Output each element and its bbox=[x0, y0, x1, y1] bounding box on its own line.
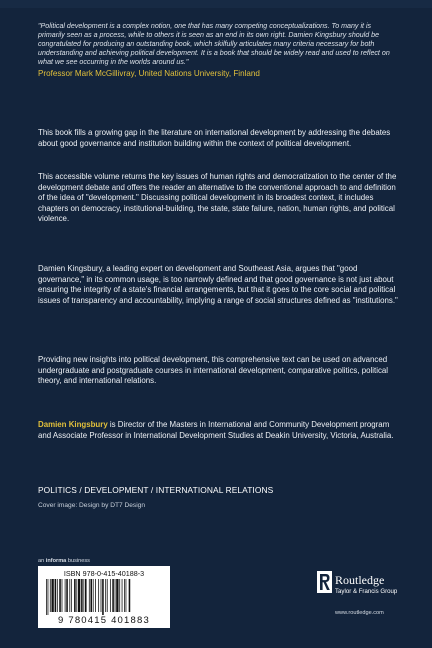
blurb-paragraph-3 bbox=[38, 264, 400, 306]
blurb-paragraph-1 bbox=[38, 128, 400, 149]
barcode-bar bbox=[62, 579, 63, 612]
paragraph-text: This accessible volume returns the key issues of human rights and democratization to the center of the development debate and offers the reader an alternative to the conventional approach to and definition of the idea of "development." Discussing political development in its broadest context, it includes chapters on democracy, institutional-building, the state, state failure, nation, human rights, and political violence. bbox=[38, 172, 397, 224]
barcode-bar bbox=[110, 579, 111, 612]
barcode-bar bbox=[59, 579, 61, 612]
top-stripe bbox=[0, 0, 432, 8]
author-bio-text bbox=[38, 420, 400, 441]
paragraph-text: Providing new insights into political development, this comprehensive text can be used on advanced undergraduate and postgraduate courses in international development, comparative politics, political theory, and international relations. bbox=[38, 355, 389, 386]
barcode-bar bbox=[46, 579, 47, 615]
isbn-digits: 9 780415 401883 bbox=[58, 615, 150, 626]
isbn-label: ISBN 978-0-415-40188-3 bbox=[63, 569, 145, 578]
publisher-url: www.routledge.com bbox=[335, 610, 384, 616]
barcode-bar bbox=[119, 579, 120, 612]
barcode-bar bbox=[90, 579, 92, 612]
paragraph-text: This book fills a growing gap in the literature on international development by addressing the debates about good governance and institution building within the context of political development. bbox=[38, 128, 391, 148]
informa-brand: informa bbox=[45, 558, 67, 564]
barcode-bar bbox=[93, 579, 94, 612]
blurb-paragraph-4 bbox=[38, 355, 400, 387]
endorsement-attribution: Professor Mark McGillivray, United Nations University, Finland bbox=[38, 68, 260, 78]
barcode-bar bbox=[105, 579, 106, 612]
publisher-name: Routledge bbox=[335, 573, 385, 587]
barcode-bar bbox=[112, 579, 114, 612]
subject-categories: POLITICS / DEVELOPMENT / INTERNATIONAL RELATIONS bbox=[38, 485, 274, 495]
barcode-bar bbox=[116, 579, 118, 612]
barcode-bar bbox=[78, 579, 80, 612]
isbn-barcode bbox=[38, 566, 170, 628]
informa-prefix: an bbox=[38, 558, 46, 564]
cover-credit: Cover image: Design by DT7 Design bbox=[38, 502, 146, 509]
barcode-bar bbox=[51, 579, 53, 612]
endorsement-quote: "Political development is a complex notion, one that has many competing conceptualizations. To many it is primarily seen as a process, while to others it is seen as an end in its own right. Damien Kingsbury should be congratulated for producing an outstanding book, which skilfully articulates many criteria necessary for both understanding and achieving political development. It is a book that should be widely read and used to reflect on what we see occurring in the worlds around us." bbox=[38, 22, 390, 66]
paragraph-text: Damien Kingsbury, a leading expert on development and Southeast Asia, argues that "good governance," in its common usage, is too narrowly defined and that good governance is not just about ensuring the integrity of a state's financial arrangements, but that it goes to the core social and political issues of transparency and accountability, implying a range of social structures defined as "institutions." bbox=[38, 264, 398, 305]
barcode-bar bbox=[71, 579, 72, 612]
barcode-graphic bbox=[44, 579, 164, 615]
barcode-bar bbox=[69, 579, 70, 612]
barcode-bar bbox=[85, 579, 87, 612]
barcode-bar bbox=[81, 579, 83, 612]
barcode-bar bbox=[48, 579, 49, 615]
barcode-bar bbox=[115, 579, 116, 612]
barcode-bar bbox=[95, 579, 96, 612]
informa-business-line bbox=[38, 558, 90, 564]
author-bio bbox=[38, 420, 400, 441]
barcode-bar bbox=[74, 579, 76, 612]
barcode-bar bbox=[76, 579, 77, 612]
publisher-block bbox=[317, 570, 417, 622]
barcode-bar bbox=[83, 579, 84, 612]
barcode-bar bbox=[129, 579, 131, 612]
barcode-bar bbox=[102, 579, 104, 615]
barcode-bar bbox=[89, 579, 90, 612]
barcode-bar bbox=[107, 579, 108, 612]
endorsement bbox=[38, 22, 398, 79]
publisher-subtitle: Taylor & Francis Group bbox=[335, 588, 398, 595]
barcode-bar bbox=[98, 579, 99, 612]
blurb-paragraph-2 bbox=[38, 172, 400, 225]
barcode-bar bbox=[50, 579, 51, 612]
barcode-bar bbox=[66, 579, 68, 612]
barcode-bar bbox=[65, 579, 66, 612]
barcode-bar bbox=[101, 579, 102, 612]
barcode-bar bbox=[124, 579, 125, 612]
barcode-bar bbox=[57, 579, 58, 612]
barcode-bar bbox=[55, 579, 57, 612]
author-bio-rest: is Director of the Masters in International and Community Development program and Associate Professor in International Development Studies at Deakin University, Victoria, Australia. bbox=[38, 420, 394, 440]
informa-suffix: business bbox=[66, 558, 90, 564]
barcode-bar bbox=[126, 579, 127, 612]
author-name: Damien Kingsbury bbox=[38, 420, 108, 429]
barcode-bar bbox=[122, 579, 123, 612]
routledge-logo-icon bbox=[317, 571, 332, 593]
